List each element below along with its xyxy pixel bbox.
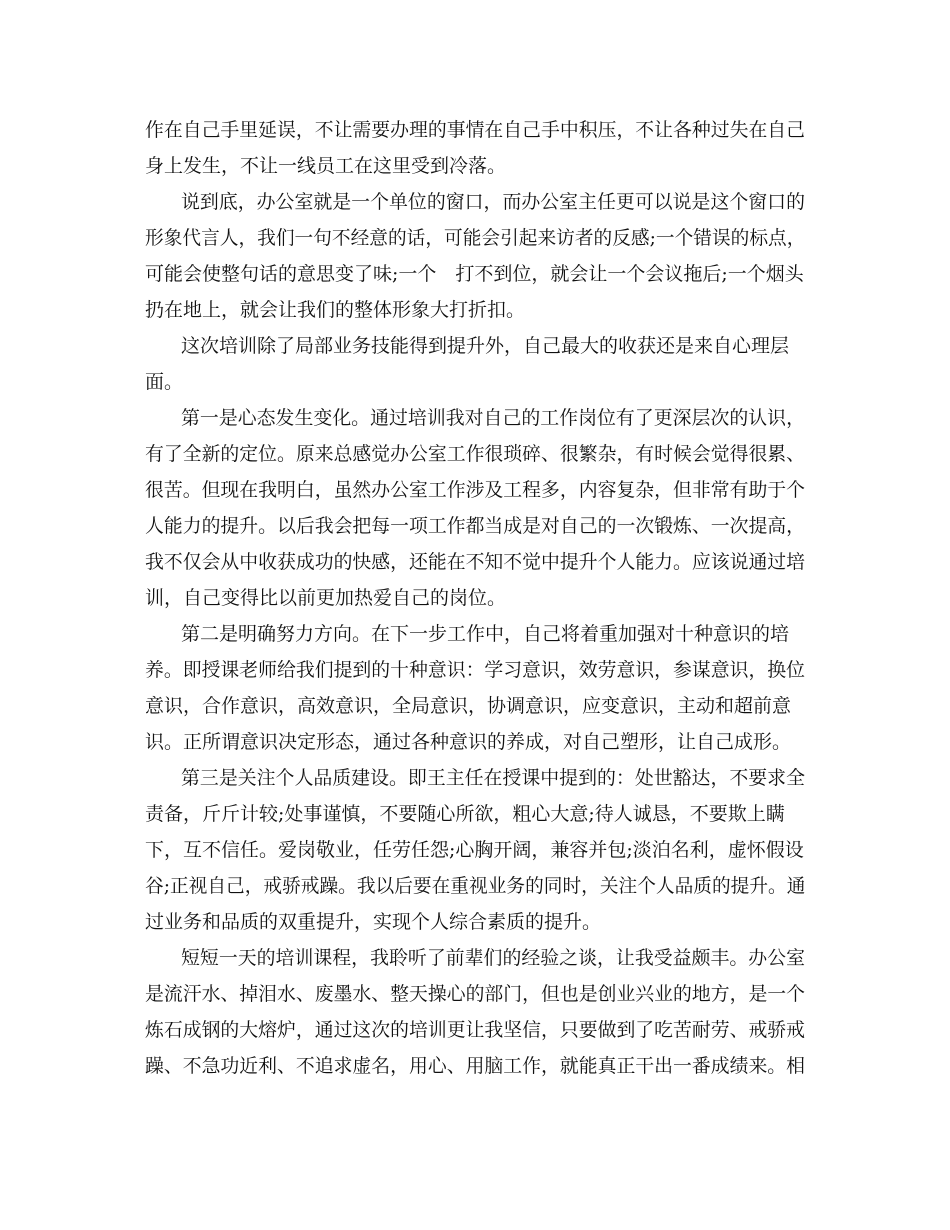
text-line-16: 养。即授课老师给我们提到的十种意识：学习意识，效劳意识，参谋意识，换位 — [145, 659, 806, 681]
text-line-6: 扔在地上，就会让我们的整体形象大打折扣。 — [145, 299, 526, 321]
text-line-25: 是流汗水、掉泪水、废墨水、整天操心的部门，但也是创业兴业的地方，是一个 — [145, 983, 806, 1005]
text-line-13: 我不仅会从中收获成功的快感，还能在不知不觉中提升个人能力。应该说通过培 — [145, 551, 806, 573]
text-line-27: 躁、不急功近利、不追求虚名，用心、用脑工作，就能真正干出一番成绩来。相 — [145, 1055, 806, 1077]
text-line-5: 可能会使整句话的意思变了味;一个 打不到位，就会让一个会议拖后;一个烟头 — [145, 263, 804, 285]
text-line-17: 意识，合作意识，高效意识，全局意识，协调意识，应变意识，主动和超前意 — [145, 695, 792, 717]
text-line-18: 识。正所谓意识决定形态，通过各种意识的养成，对自己塑形，让自己成形。 — [145, 731, 792, 753]
text-line-23: 过业务和品质的双重提升，实现个人综合素质的提升。 — [145, 911, 602, 933]
text-line-26: 炼石成钢的大熔炉，通过这次的培训更让我坚信，只要做到了吃苦耐劳、戒骄戒 — [145, 1019, 806, 1041]
text-line-11: 很苦。但现在我明白，虽然办公室工作涉及工程多，内容复杂，但非常有助于个 — [145, 479, 806, 501]
text-line-4: 形象代言人，我们一句不经意的话，可能会引起来访者的反感;一个错误的标点， — [145, 227, 806, 249]
text-line-20: 责备，斤斤计较;处事谨慎，不要随心所欲，粗心大意;待人诚恳，不要欺上瞒 — [145, 803, 785, 825]
text-line-8: 面。 — [145, 371, 184, 393]
text-line-14: 训，自己变得比以前更加热爱自己的岗位。 — [145, 587, 507, 609]
text-line-15: 第二是明确努力方向。在下一步工作中，自己将着重加强对十种意识的培 — [181, 623, 790, 645]
text-line-1: 作在自己手里延误，不让需要办理的事情在自己手中积压，不让各种过失在自己 — [145, 119, 806, 141]
text-line-3: 说到底，办公室就是一个单位的窗口，而办公室主任更可以说是这个窗口的 — [181, 191, 806, 213]
text-line-24: 短短一天的培训课程，我聆听了前辈们的经验之谈，让我受益颇丰。办公室 — [181, 947, 806, 969]
text-line-21: 下，互不信任。爱岗敬业，任劳任怨;心胸开阔，兼容并包;淡泊名利，虚怀假设 — [145, 839, 804, 861]
text-line-22: 谷;正视自己，戒骄戒躁。我以后要在重视业务的同时，关注个人品质的提升。通 — [145, 875, 806, 897]
text-line-9: 第一是心态发生变化。通过培训我对自己的工作岗位有了更深层次的认识， — [181, 407, 806, 429]
text-line-10: 有了全新的定位。原来总感觉办公室工作很琐碎、很繁杂，有时候会觉得很累、 — [145, 443, 806, 465]
text-line-7: 这次培训除了局部业务技能得到提升外，自己最大的收获还是来自心理层 — [181, 335, 790, 357]
text-line-12: 人能力的提升。以后我会把每一项工作都当成是对自己的一次锻炼、一次提高， — [145, 515, 806, 537]
text-line-2: 身上发生，不让一线员工在这里受到冷落。 — [145, 155, 507, 177]
text-line-19: 第三是关注个人品质建设。即王主任在授课中提到的：处世豁达，不要求全 — [181, 767, 806, 789]
